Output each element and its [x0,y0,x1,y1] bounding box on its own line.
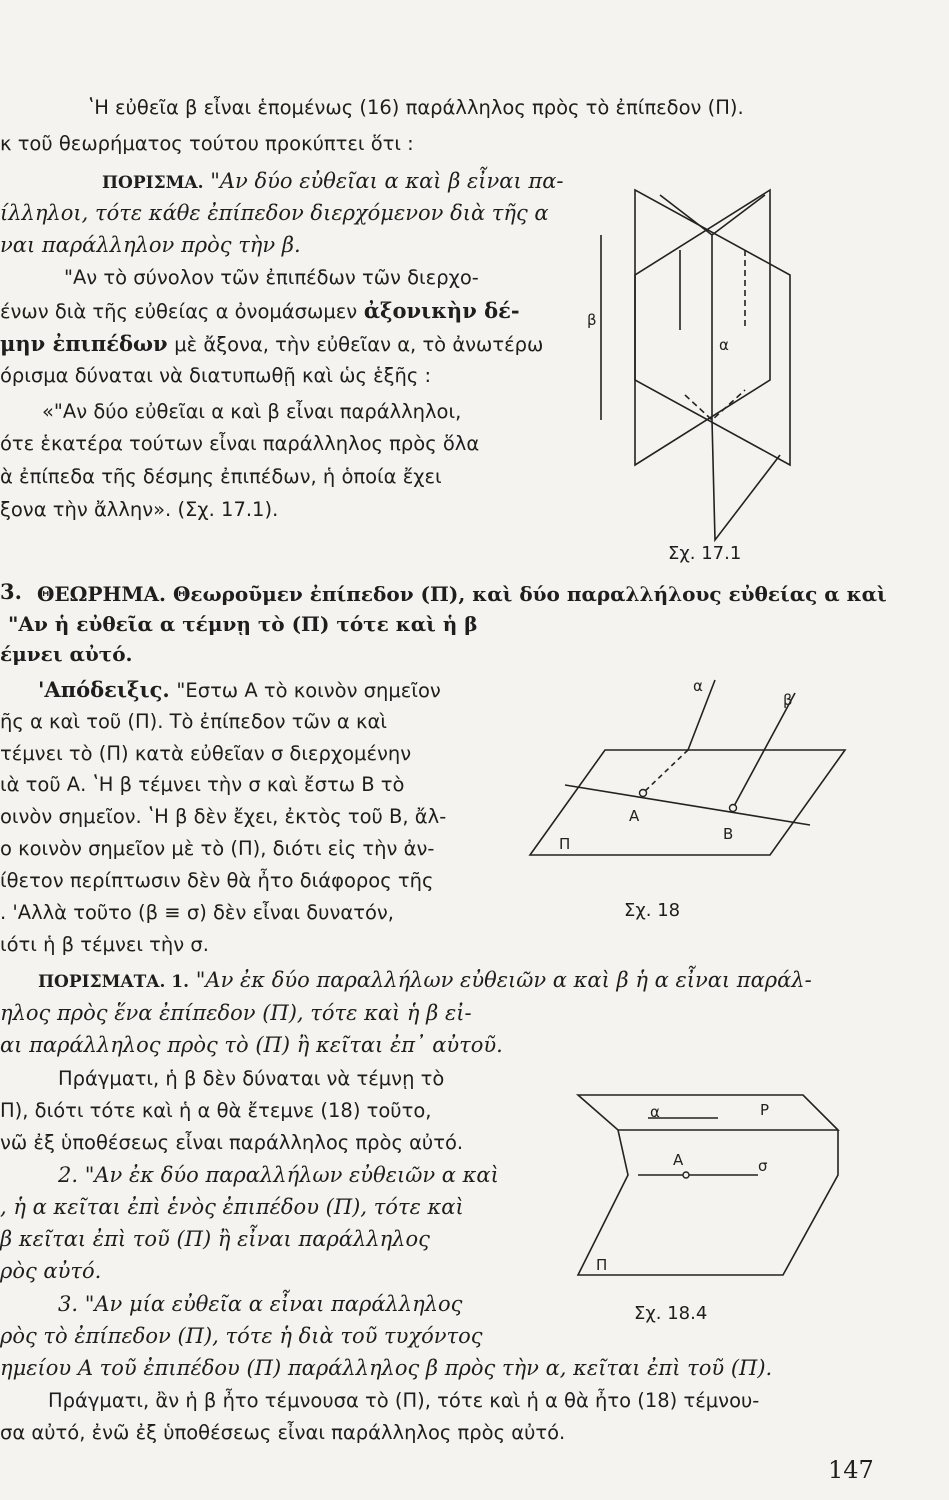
fig-label: Α [629,807,640,825]
text-line: ημείου Α τοῦ ἐπιπέδου (Π) παράλληλος β πρὸς τὴν α, κεῖται ἐπὶ τοῦ (Π). [0,1356,773,1380]
figure-caption: Σχ. 18 [624,900,681,921]
point-B [730,805,737,812]
figure-18 [525,675,855,870]
text-line: ὰ ἐπίπεδα τῆς δέσμης ἐπιπέδων, ἡ ὁποία ἔχει [0,465,442,488]
point-A [683,1172,689,1178]
text-line: ρὸς τὸ ἐπίπεδον (Π), τότε ἡ διὰ τοῦ τυχόντος [0,1324,483,1348]
text-line: ίθετον περίπτωσιν δὲν θὰ ἦτο διάφορος τῆς [0,869,434,892]
text-line [0,297,520,326]
text-line: σα αὐτό, ἐνῶ ἐξ ὑποθέσεως εἶναι παράλληλος πρὸς αὐτό. [0,1421,566,1444]
plane-b [635,190,770,465]
text-line: ρὸς αὐτό. [0,1259,102,1283]
plane-d [712,420,780,540]
plane-pi [578,1130,838,1275]
text-line: ηλος πρὸς ἕνα ἐπίπεδον (Π), τότε καὶ ἡ β εἰ- [0,1001,472,1025]
text-line: ναι παράλληλον πρὸς τὴν β. [0,233,301,257]
text-line: αι παράλληλος πρὸς τὸ (Π) ἢ κεῖται ἐπ᾿ αὐτοῦ. [0,1033,503,1057]
theorem-heading: ΘΕΩΡΗΜΑ. Θεωροῦμεν ἐπίπεδον (Π), καὶ δύο παραλλήλους εὐθείας α καὶ [37,582,887,606]
text-line: , ἡ α κεῖται ἐπὶ ἑνὸς ἐπιπέδου (Π), τότε καὶ [0,1195,464,1219]
heading-label: ΠΟΡΙΣΜΑΤΑ. 1. [38,972,190,992]
item-number: 3. [58,1292,79,1316]
text-line: νῶ ἐξ ὑποθέσεως εἶναι παράλληλος πρὸς αὐτό. [0,1131,464,1154]
fig-label: β [587,311,597,329]
fig-label: σ [758,1157,768,1175]
text-line: . 'Αλλὰ τοῦτο (β ≡ σ) δὲν εἶναι δυνατόν, [0,901,394,924]
point-A [640,790,647,797]
text-line: ʽΗ εὐθεῖα β εἶναι ἑπομένως (16) παράλληλος πρὸς τὸ ἐπίπεδον (Π). [88,96,744,119]
fig-label: Β [723,825,734,843]
theorem-number: 3. [0,579,22,604]
proof-label: 'Απόδειξις. [38,677,170,702]
text-line: κ τοῦ θεωρήματος τούτου προκύπτει ὅτι : [0,132,414,155]
text-line: "Αν δύο εὐθεῖαι α καὶ β εἶναι πα- [210,169,564,193]
text-line: «"Αν δύο εὐθεῖαι α καὶ β εἶναι παράλληλοι, [42,400,462,423]
plane-c-top [660,195,765,235]
heading-label: ΠΟΡΙΣΜΑ. [102,173,204,193]
text-line: ξονα τὴν ἄλλην». (Σχ. 17.1). [0,498,279,521]
item-number: 2. [58,1163,79,1187]
corollaries-heading [38,966,812,996]
text-line [0,330,543,359]
term-bold: μην ἐπιπέδων [0,331,168,356]
text-line: ιότι ἡ β τέμνει τὴν σ. [0,933,209,956]
fig-label: Ρ [760,1101,770,1119]
text-line: Πράγματι, ἂν ἡ β ἦτο τέμνουσα τὸ (Π), τότε καὶ ἡ α θὰ ἦτο (18) τέμνου- [48,1389,760,1412]
text-line: "Αν τὸ σύνολον τῶν ἐπιπέδων τῶν διερχο- [64,266,479,289]
text-line: ιὰ τοῦ Α. ʽΗ β τέμνει τὴν σ καὶ ἔστω Β τὸ [0,773,405,796]
text-line: "Αν ἐκ δύο παραλλήλων εὐθειῶν α καὶ β ἡ α εἶναι παράλ- [195,968,812,992]
text-span: μὲ ἄξονα, τὴν εὐθεῖαν α, τὸ ἀνωτέρω [174,333,544,356]
proof-line [38,676,441,705]
text-span: ένων διὰ τῆς εὐθείας α ὀνομάσωμεν [0,300,358,323]
text-line: "Αν ἡ εὐθεῖα α τέμνῃ τὸ (Π) τότε καὶ ἡ β [8,612,478,636]
text-line: οινὸν σημεῖον. ʽΗ β δὲν ἔχει, ἐκτὸς τοῦ Β, ἄλ- [0,805,447,828]
fig-label: α [650,1103,660,1121]
text-line: ότε ἑκατέρα τούτων εἶναι παράλληλος πρὸς ὅλα [0,432,480,455]
text-line: ίλληλοι, τότε κάθε ἐπίπεδον διερχόμενον διὰ τῆς α [0,201,549,225]
text-line: ο κοινὸν σημεῖον μὲ τὸ (Π), διότι εἰς τὴν ἀν- [0,837,435,860]
figure-caption: Σχ. 18.4 [634,1303,708,1324]
text-span: "Εστω Α τὸ κοινὸν σημεῖον [176,679,441,702]
fig-label: β [783,691,793,709]
figure-18-4 [548,1085,868,1285]
corollary-heading [102,167,563,197]
figure-17-1 [587,180,805,550]
plane-p [578,1095,838,1130]
term-bold: ἀξονικὴν δέ- [363,298,520,323]
fig-label: α [719,336,729,354]
text-line: Πράγματι, ἡ β δὲν δύναται νὰ τέμνῃ τὸ [58,1067,445,1090]
fig-label: Α [673,1151,684,1169]
text-span: "Αν μία εὐθεῖα α εἶναι παράλληλος [84,1292,463,1316]
text-span: "Αν ἐκ δύο παραλλήλων εὐθειῶν α καὶ [84,1163,499,1187]
text-line: ῆς α καὶ τοῦ (Π). Τὸ ἐπίπεδον τῶν α καὶ [0,710,387,733]
page-number: 147 [828,1456,874,1484]
plane-pi [530,750,845,855]
line-sigma [565,785,810,825]
text-line: έμνει αὐτό. [0,642,133,666]
text-line: τέμνει τὸ (Π) κατὰ εὐθεῖαν σ διερχομένην [0,742,412,765]
text-line: Π), διότι τότε καὶ ἡ α θὰ ἔτεμνε (18) τοῦτο, [0,1099,432,1122]
figure-caption: Σχ. 17.1 [668,543,742,564]
fig-label: Π [596,1256,608,1274]
fig-label: Π [559,835,571,853]
text-line: όρισμα δύναται νὰ διατυπωθῇ καὶ ὡς ἑξῆς : [0,364,432,387]
text-line: β κεῖται ἐπὶ τοῦ (Π) ἢ εἶναι παράλληλος [0,1227,430,1251]
fig-label: α [693,677,703,695]
line-alpha-below [643,750,688,793]
text-line [58,1290,462,1318]
text-line [58,1161,499,1189]
